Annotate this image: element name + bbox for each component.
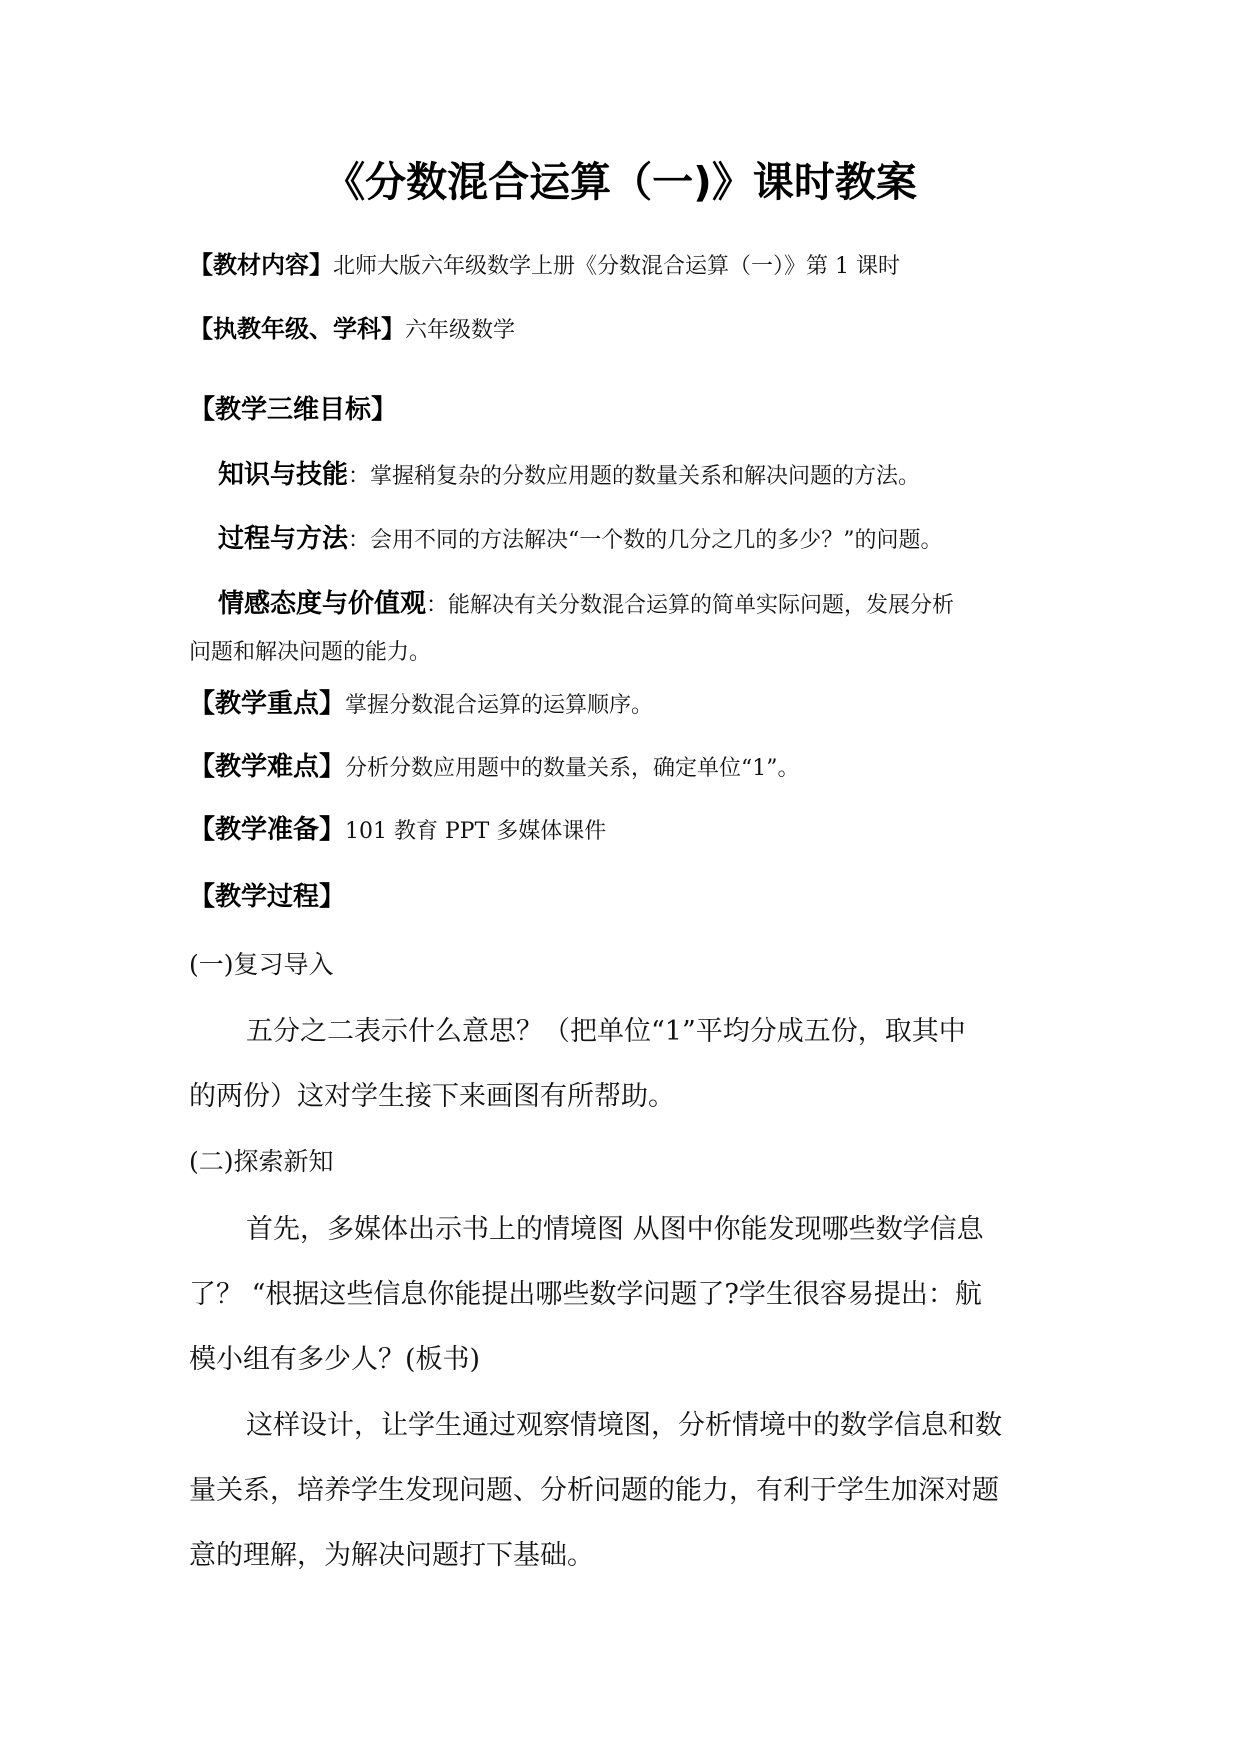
emotion-line-2: 问题和解决问题的能力。 (189, 640, 432, 665)
grade-subject-label: 【执教年级、学科】 (189, 315, 405, 343)
grade-subject-line (189, 313, 515, 347)
teaching-process-heading: 【教学过程】 (189, 882, 346, 912)
key-point-line (189, 688, 653, 722)
section2-para2-line2: 量关系，培养学生发现问题、分析问题的能力，有利于学生加深对题 (189, 1475, 999, 1506)
section1-heading: (一)复习导入 (189, 950, 334, 979)
section2-para1-line3: 模小组有多少人？(板书) (189, 1344, 481, 1375)
section2-para2-line1: 这样设计，让学生通过观察情境图，分析情境中的数学信息和数 (246, 1410, 1002, 1441)
emotion-text-1: ：能解决有关分数混合运算的简单实际问题，发展分析 (426, 593, 955, 618)
section2-para2-line3: 意的理解，为解决问题打下基础。 (189, 1540, 594, 1571)
preparation-label: 【教学准备】 (189, 815, 346, 845)
process-method-line (218, 523, 943, 557)
difficulty-label: 【教学难点】 (189, 752, 346, 782)
key-point-text: 掌握分数混合运算的运算顺序。 (345, 693, 654, 718)
knowledge-label: 知识与技能 (218, 460, 349, 490)
section1-para-line1: 五分之二表示什么意思？（把单位“1”平均分成五份，取其中 (246, 1016, 966, 1047)
grade-subject-text: 六年级数学 (405, 318, 516, 343)
preparation-line (189, 814, 606, 848)
page-title: 《分数混合运算（一)》课时教案 (324, 158, 917, 206)
difficulty-line (189, 751, 800, 785)
emotion-line-1 (218, 588, 954, 622)
knowledge-line (218, 459, 920, 493)
section1-para-line2: 的两份）这对学生接下来画图有所帮助。 (189, 1081, 675, 1112)
material-label: 【教材内容】 (189, 251, 333, 279)
section2-para1-line2: 了？ “根据这些信息你能提出哪些数学问题了?学生很容易提出：航 (189, 1279, 982, 1310)
material-text: 北师大版六年级数学上册《分数混合运算（一）》第 1 课时 (333, 254, 900, 279)
material-line (189, 249, 900, 283)
section2-para1-line1: 首先，多媒体出示书上的情境图 从图中你能发现哪些数学信息 (246, 1214, 984, 1245)
objectives-heading: 【教学三维目标】 (189, 395, 398, 425)
emotion-label: 情感态度与价值观 (218, 589, 427, 619)
section2-heading: (二)探索新知 (189, 1147, 334, 1176)
process-method-label: 过程与方法 (218, 524, 349, 554)
knowledge-text: ：掌握稍复杂的分数应用题的数量关系和解决问题的方法。 (348, 464, 921, 489)
process-method-text: ：会用不同的方法解决“一个数的几分之几的多少？”的问题。 (348, 528, 943, 553)
difficulty-text: 分析分数应用题中的数量关系，确定单位“1”。 (345, 756, 800, 781)
key-point-label: 【教学重点】 (189, 689, 346, 719)
preparation-text: 101 教育 PPT 多媒体课件 (345, 819, 607, 844)
